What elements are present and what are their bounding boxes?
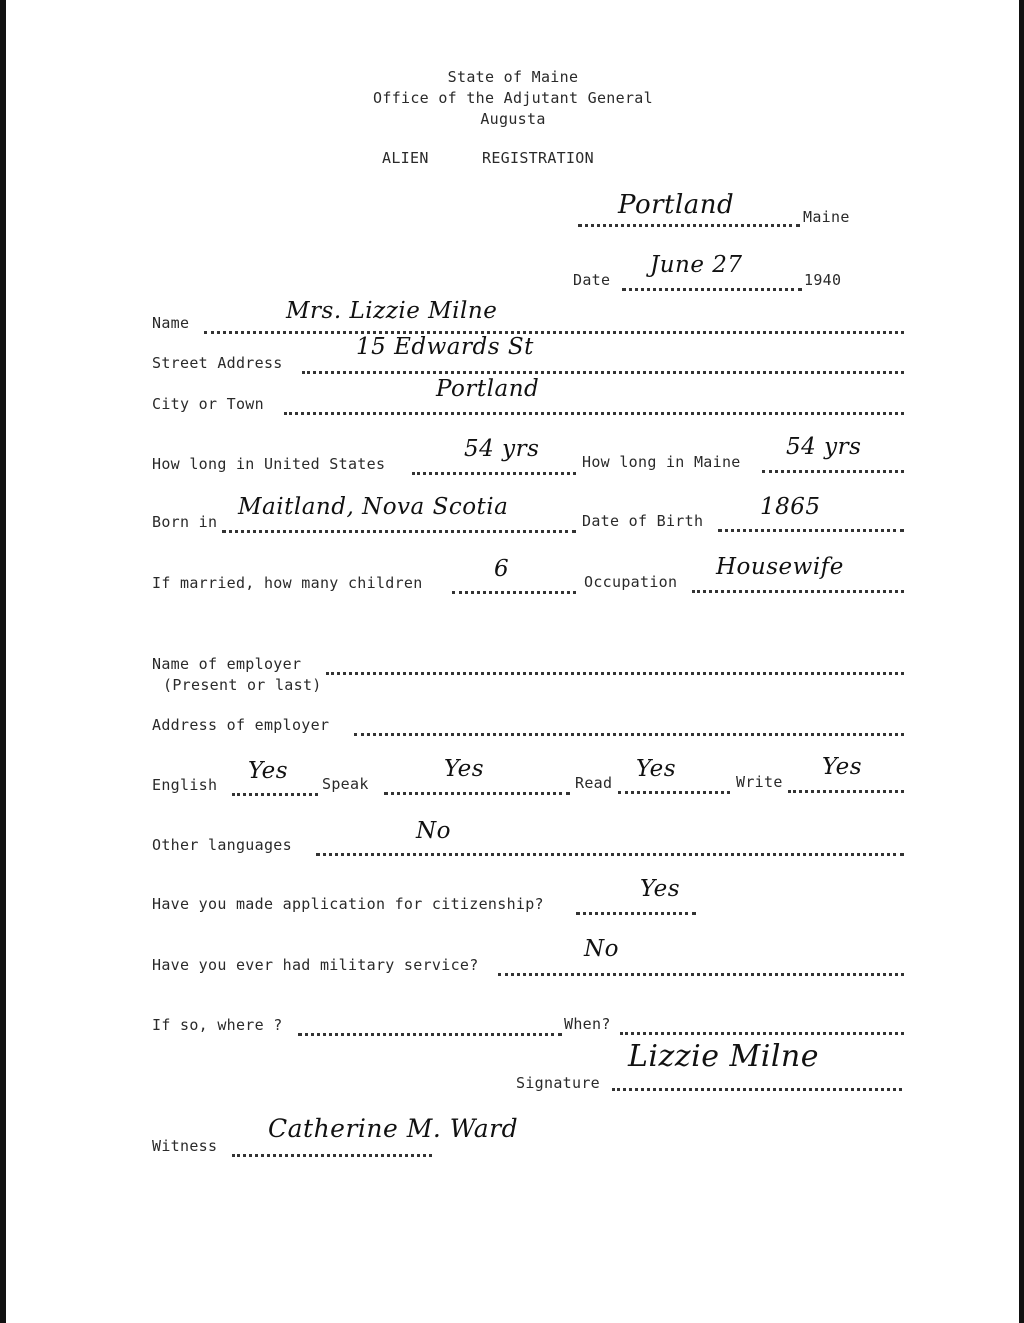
children-leader xyxy=(452,573,576,594)
children-label: If married, how many children xyxy=(152,574,423,592)
military-label: Have you ever had military service? xyxy=(152,956,479,974)
signature-label: Signature xyxy=(516,1074,600,1092)
signature-value: Lizzie Milne xyxy=(628,1039,819,1074)
read-value: Yes xyxy=(636,756,677,782)
maine-label: How long in Maine xyxy=(582,453,741,471)
date-value: June 27 xyxy=(650,252,743,278)
header-state: State of Maine xyxy=(447,68,579,86)
witness-value: Catherine M. Ward xyxy=(268,1114,519,1143)
where-label: If so, where ? xyxy=(152,1016,283,1034)
name-label: Name xyxy=(152,314,190,332)
employer-label: Name of employer xyxy=(152,655,302,673)
title-registration: REGISTRATION xyxy=(482,149,594,167)
citizenship-value: Yes xyxy=(640,876,681,902)
born-value: Maitland, Nova Scotia xyxy=(238,494,509,520)
employer-sub: (Present or last) xyxy=(163,676,322,694)
citizenship-label: Have you made application for citizenship? xyxy=(152,895,544,913)
city-label: City or Town xyxy=(152,395,264,413)
city-leader xyxy=(284,394,904,415)
write-label: Write xyxy=(736,773,783,791)
english-label: English xyxy=(152,776,218,794)
date-label: Date xyxy=(573,271,611,289)
us-label: How long in United States xyxy=(152,455,386,473)
speak-value: Yes xyxy=(444,756,485,782)
other-languages-label: Other languages xyxy=(152,836,292,854)
city-value: Portland xyxy=(436,376,540,402)
date-year: 1940 xyxy=(804,271,842,289)
other-languages-value: No xyxy=(416,818,451,844)
employer-leader xyxy=(326,654,904,675)
military-leader xyxy=(498,955,904,976)
children-value: 6 xyxy=(494,556,510,582)
dob-value: 1865 xyxy=(760,494,821,520)
english-value: Yes xyxy=(248,758,289,784)
name-value: Mrs. Lizzie Milne xyxy=(286,298,498,324)
street-value: 15 Edwards St xyxy=(356,334,534,360)
military-value: No xyxy=(584,936,619,962)
dob-label: Date of Birth xyxy=(582,512,704,530)
where-leader xyxy=(298,1015,562,1036)
header-city: Augusta xyxy=(480,110,546,128)
header-office: Office of the Adjutant General xyxy=(373,89,653,107)
place-value: Portland xyxy=(618,190,735,220)
write-value: Yes xyxy=(822,754,863,780)
witness-label: Witness xyxy=(152,1137,218,1155)
when-label: When? xyxy=(564,1015,611,1033)
occupation-label: Occupation xyxy=(584,573,678,591)
employer-address-leader xyxy=(354,715,904,736)
scan-edge-left xyxy=(0,0,6,1323)
other-languages-leader xyxy=(316,835,904,856)
scan-edge-right xyxy=(1019,0,1024,1323)
when-leader xyxy=(620,1014,904,1035)
place-suffix: Maine xyxy=(803,208,850,226)
speak-label: Speak xyxy=(322,775,369,793)
title-alien: ALIEN xyxy=(382,149,429,167)
street-label: Street Address xyxy=(152,354,283,372)
employer-address-label: Address of employer xyxy=(152,716,330,734)
us-value: 54 yrs xyxy=(464,436,540,462)
occupation-value: Housewife xyxy=(716,554,844,580)
born-label: Born in xyxy=(152,513,218,531)
read-label: Read xyxy=(575,774,613,792)
maine-value: 54 yrs xyxy=(786,434,862,460)
